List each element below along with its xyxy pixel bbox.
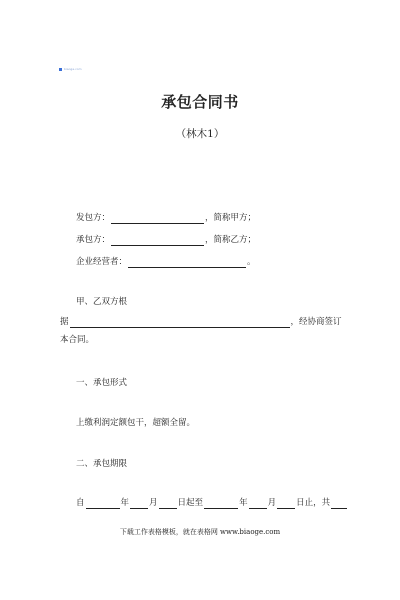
document-title: 承包合同书 <box>161 93 239 111</box>
party-b-suffix: ，简称乙方； <box>205 235 257 245</box>
end-year-blank[interactable] <box>204 499 238 509</box>
footer-text: 下载工作表格模板，就在表格网 www.biaoge.com <box>119 528 281 536</box>
period-day2: 日止，共 <box>296 498 331 508</box>
section1-text: 上缴利润定额包干，超额全留。 <box>76 418 196 428</box>
operator-line <box>76 256 256 268</box>
operator-blank[interactable] <box>128 258 246 268</box>
section1-title: 一、承包形式 <box>76 378 128 388</box>
logo-mark-icon <box>59 68 62 71</box>
party-b-blank[interactable] <box>111 236 204 246</box>
party-a-line <box>76 212 256 224</box>
end-day-blank[interactable] <box>277 499 295 509</box>
period-year1: 年 <box>120 498 130 508</box>
start-year-blank[interactable] <box>86 499 120 509</box>
section2-heading <box>76 458 127 470</box>
start-month-blank[interactable] <box>130 499 148 509</box>
section1-heading <box>76 377 127 389</box>
end-month-blank[interactable] <box>249 499 267 509</box>
document-subtitle: （林木1） <box>175 128 225 140</box>
intro-text-1: 甲、乙双方根 <box>76 297 128 307</box>
period-day1: 日起至 <box>177 498 204 508</box>
period-line <box>76 497 348 509</box>
period-year2: 年 <box>239 498 248 508</box>
operator-label: 企业经营者： <box>76 257 128 267</box>
intro-line-2 <box>60 316 342 328</box>
party-a-label: 发包方： <box>76 213 111 223</box>
party-b-line <box>76 234 256 246</box>
period-month1: 月 <box>149 498 158 508</box>
party-b-label: 承包方： <box>76 235 111 245</box>
period-month2: 月 <box>267 498 277 508</box>
intro-text-2b: ，经协商签订 <box>290 317 342 327</box>
section1-body <box>76 417 195 429</box>
intro-text-3: 本合同。 <box>60 335 95 345</box>
party-a-suffix: ，简称甲方； <box>205 213 257 223</box>
period-from: 自 <box>76 498 85 508</box>
intro-line-3 <box>60 334 94 346</box>
site-logo <box>59 67 82 71</box>
intro-text-2a: 据 <box>60 317 69 327</box>
basis-blank[interactable] <box>70 318 290 328</box>
total-blank[interactable] <box>331 499 347 509</box>
logo-text: biaoge.com <box>64 67 82 71</box>
party-a-blank[interactable] <box>111 214 204 224</box>
intro-line-1 <box>76 296 127 308</box>
operator-suffix: 。 <box>247 257 256 267</box>
start-day-blank[interactable] <box>159 499 177 509</box>
section2-title: 二、承包期限 <box>76 459 128 469</box>
